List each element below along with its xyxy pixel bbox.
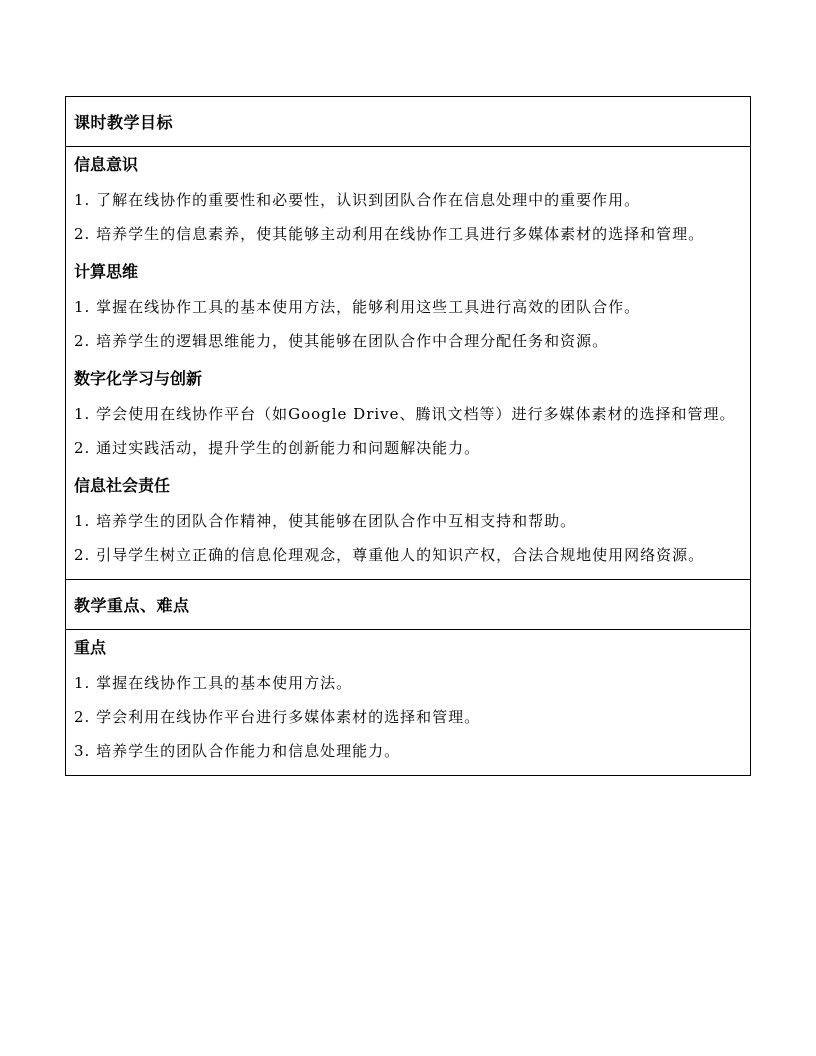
section-header-objectives [66,97,750,147]
group-heading: 数字化学习与创新 [74,369,203,388]
list-item: 2. 培养学生的逻辑思维能力，使其能够在团队合作中合理分配任务和资源。 [74,332,609,350]
group-heading: 信息意识 [74,155,139,174]
list-item: 1. 掌握在线协作工具的基本使用方法。 [74,674,353,692]
document-table [65,96,751,776]
list-item: 1. 学会使用在线协作平台（如Google Drive、腾讯文档等）进行多媒体素材的选择和管理。 [74,405,736,423]
list-item: 2. 培养学生的信息素养，使其能够主动利用在线协作工具进行多媒体素材的选择和管理。 [74,225,705,243]
list-item: 1. 了解在线协作的重要性和必要性，认识到团队合作在信息处理中的重要作用。 [74,191,641,209]
section-title: 教学重点、难点 [74,596,190,615]
section-title: 课时教学目标 [74,113,174,132]
list-item: 1. 培养学生的团队合作精神，使其能够在团队合作中互相支持和帮助。 [74,512,577,530]
list-item: 2. 通过实践活动，提升学生的创新能力和问题解决能力。 [74,439,481,457]
section-header-keypoints [66,580,750,630]
list-item: 2. 引导学生树立正确的信息伦理观念，尊重他人的知识产权，合法合规地使用网络资源。 [74,546,705,564]
keypoints-body [66,630,750,775]
list-item: 3. 培养学生的团队合作能力和信息处理能力。 [74,742,401,760]
list-item: 2. 学会利用在线协作平台进行多媒体素材的选择和管理。 [74,708,481,726]
list-item: 1. 掌握在线协作工具的基本使用方法，能够利用这些工具进行高效的团队合作。 [74,298,641,316]
group-heading: 重点 [74,638,107,657]
objectives-body [66,147,750,580]
group-heading: 计算思维 [74,262,139,281]
group-heading: 信息社会责任 [74,476,171,495]
